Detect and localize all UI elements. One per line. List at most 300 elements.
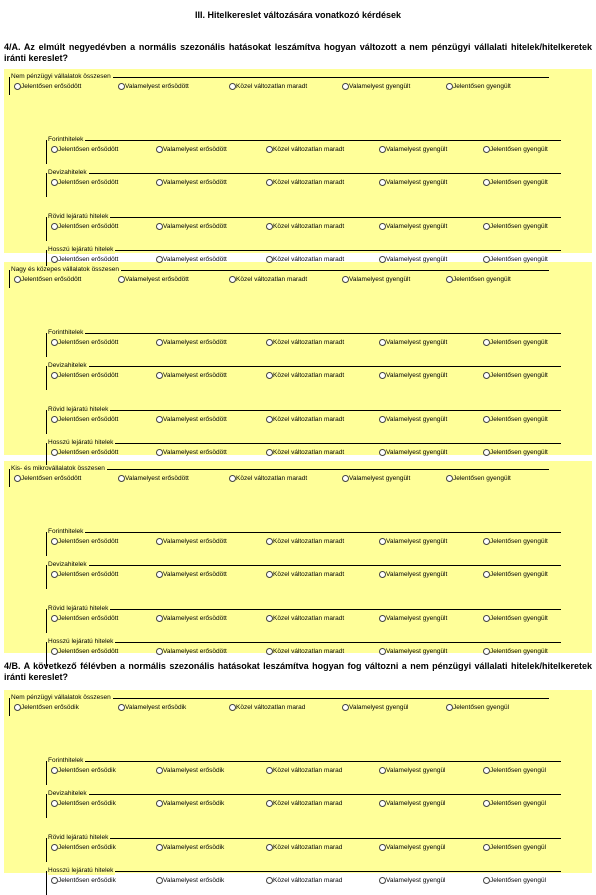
option-label: Jelentősen gyengült — [490, 571, 548, 578]
radio-option-sub-3-1[interactable] — [156, 256, 227, 264]
option-label: Közel változatlan maradt — [273, 538, 345, 545]
group-rule — [46, 565, 47, 589]
radio-button[interactable] — [118, 704, 125, 711]
option-label: Valamelyest gyengült — [386, 256, 448, 263]
option-label: Közel változatlan maradt — [273, 146, 345, 153]
option-label: Valamelyest erősödött — [163, 339, 227, 346]
radio-button[interactable] — [156, 416, 163, 423]
radio-option-sub-2-0[interactable] — [51, 615, 118, 623]
option-label: Közel változatlan maradt — [273, 223, 345, 230]
group-rule — [89, 794, 561, 795]
subgroup-label: Forinthitelek — [48, 528, 84, 535]
group-rule — [46, 333, 47, 357]
radio-option-sub-2-4[interactable] — [483, 844, 546, 852]
radio-option-sub-0-2[interactable] — [266, 538, 344, 546]
radio-button[interactable] — [266, 767, 273, 774]
radio-button[interactable] — [266, 256, 273, 263]
option-label: Jelentősen gyengül — [490, 767, 547, 774]
option-label: Jelentősen gyengül — [490, 877, 547, 884]
radio-button[interactable] — [266, 372, 273, 379]
radio-button[interactable] — [156, 538, 163, 545]
radio-button[interactable] — [266, 146, 273, 153]
radio-option-sub-0-2[interactable] — [266, 146, 344, 154]
radio-button[interactable] — [266, 648, 273, 655]
radio-button[interactable] — [51, 179, 58, 186]
radio-button[interactable] — [51, 767, 58, 774]
radio-button[interactable] — [266, 339, 273, 346]
radio-option-sub-2-0[interactable] — [51, 844, 116, 852]
radio-option-sub-3-3[interactable] — [379, 877, 446, 885]
radio-option-sub-2-3[interactable] — [379, 416, 447, 424]
option-label: Jelentősen gyengült — [490, 372, 548, 379]
radio-button[interactable] — [342, 475, 349, 482]
radio-option-sub-1-4[interactable] — [483, 800, 546, 808]
radio-option-sub-1-0[interactable] — [51, 179, 118, 187]
radio-option-sub-3-4[interactable] — [483, 877, 546, 885]
radio-button[interactable] — [266, 538, 273, 545]
radio-button[interactable] — [156, 223, 163, 230]
radio-option-sub-3-0[interactable] — [51, 648, 118, 656]
radio-option-sub-3-0[interactable] — [51, 449, 118, 457]
option-label: Közel változatlan marad — [273, 844, 343, 851]
radio-button[interactable] — [14, 475, 21, 482]
radio-option-sub-1-2[interactable] — [266, 179, 344, 187]
radio-button[interactable] — [229, 83, 236, 90]
option-label: Jelentősen erősödött — [21, 83, 82, 90]
option-label: Jelentősen gyengült — [490, 538, 548, 545]
radio-option-sub-1-1[interactable] — [156, 800, 224, 808]
radio-option-total-2[interactable] — [229, 276, 307, 284]
radio-button[interactable] — [229, 276, 236, 283]
radio-button[interactable] — [14, 276, 21, 283]
option-label: Jelentősen gyengül — [490, 800, 547, 807]
radio-option-sub-0-2[interactable] — [266, 339, 344, 347]
radio-button[interactable] — [229, 704, 236, 711]
option-label: Jelentősen erősödött — [58, 538, 119, 545]
radio-option-sub-2-2[interactable] — [266, 844, 342, 852]
option-label: Valamelyest erősödött — [163, 179, 227, 186]
radio-option-total-1[interactable] — [118, 276, 189, 284]
radio-option-sub-3-1[interactable] — [156, 877, 224, 885]
subgroup-label: Hosszú lejáratú hitelek — [48, 439, 114, 446]
option-label: Jelentősen erősödik — [58, 844, 116, 851]
radio-button[interactable] — [266, 179, 273, 186]
radio-option-total-2[interactable] — [229, 704, 305, 712]
radio-button[interactable] — [51, 449, 58, 456]
group-rule — [9, 270, 10, 288]
option-label: Jelentősen gyengült — [490, 449, 548, 456]
option-label: Jelentősen gyengül — [490, 844, 547, 851]
option-label: Jelentősen erősödött — [58, 339, 119, 346]
radio-option-sub-3-0[interactable] — [51, 256, 118, 264]
radio-option-sub-3-3[interactable] — [379, 256, 447, 264]
option-label: Valamelyest gyengül — [386, 844, 446, 851]
group-rule — [113, 77, 549, 78]
radio-button[interactable] — [118, 276, 125, 283]
radio-button[interactable] — [156, 844, 163, 851]
radio-button[interactable] — [379, 449, 386, 456]
radio-option-total-3[interactable] — [342, 83, 410, 91]
group-rule — [89, 173, 561, 174]
radio-option-sub-3-1[interactable] — [156, 648, 227, 656]
subgroup-label: Rövid lejáratú hitelek — [48, 605, 109, 612]
radio-button[interactable] — [51, 538, 58, 545]
radio-option-sub-3-0[interactable] — [51, 877, 116, 885]
radio-button[interactable] — [156, 256, 163, 263]
group-rule — [46, 140, 47, 164]
option-label: Jelentősen erősödött — [21, 276, 82, 283]
radio-option-sub-1-2[interactable] — [266, 372, 344, 380]
radio-option-sub-3-3[interactable] — [379, 648, 447, 656]
radio-option-sub-2-2[interactable] — [266, 416, 344, 424]
radio-button[interactable] — [483, 648, 490, 655]
radio-option-total-3[interactable] — [342, 704, 409, 712]
radio-button[interactable] — [379, 372, 386, 379]
option-label: Közel változatlan maradt — [236, 475, 308, 482]
option-label: Valamelyest erősödött — [163, 449, 227, 456]
radio-button[interactable] — [483, 416, 490, 423]
radio-button[interactable] — [156, 179, 163, 186]
radio-option-total-0[interactable] — [14, 83, 81, 91]
radio-button[interactable] — [51, 571, 58, 578]
radio-option-sub-2-3[interactable] — [379, 615, 447, 623]
radio-button[interactable] — [446, 83, 453, 90]
option-label: Valamelyest erősödött — [163, 648, 227, 655]
radio-button[interactable] — [156, 648, 163, 655]
radio-option-sub-1-3[interactable] — [379, 571, 447, 579]
radio-option-sub-3-2[interactable] — [266, 877, 342, 885]
option-label: Jelentősen erősödött — [58, 416, 119, 423]
radio-button[interactable] — [483, 146, 490, 153]
option-label: Közel változatlan maradt — [273, 615, 345, 622]
radio-option-sub-3-4[interactable] — [483, 648, 548, 656]
group-rule — [46, 410, 47, 434]
radio-button[interactable] — [483, 372, 490, 379]
group-rule — [110, 838, 561, 839]
radio-option-sub-0-1[interactable] — [156, 339, 227, 347]
radio-button[interactable] — [51, 648, 58, 655]
option-label: Jelentősen gyengült — [490, 648, 548, 655]
radio-option-sub-1-0[interactable] — [51, 372, 118, 380]
radio-option-sub-0-3[interactable] — [379, 767, 446, 775]
subgroup-label: Devizahitelek — [48, 169, 87, 176]
radio-option-sub-1-3[interactable] — [379, 372, 447, 380]
radio-button[interactable] — [483, 538, 490, 545]
subgroup-label: Devizahitelek — [48, 790, 87, 797]
radio-button[interactable] — [156, 615, 163, 622]
option-label: Jelentősen erősödött — [21, 475, 82, 482]
radio-button[interactable] — [446, 704, 453, 711]
option-label: Jelentősen gyengült — [490, 256, 548, 263]
option-label: Jelentősen gyengült — [490, 223, 548, 230]
radio-option-sub-0-3[interactable] — [379, 146, 447, 154]
option-label: Jelentősen gyengült — [490, 146, 548, 153]
radio-button[interactable] — [379, 800, 386, 807]
radio-button[interactable] — [156, 146, 163, 153]
option-label: Valamelyest erősödött — [163, 372, 227, 379]
radio-option-total-3[interactable] — [342, 475, 410, 483]
radio-option-sub-3-2[interactable] — [266, 648, 344, 656]
option-label: Valamelyest erősödött — [163, 416, 227, 423]
group-rule — [113, 698, 549, 699]
option-label: Közel változatlan maradt — [236, 83, 308, 90]
radio-option-sub-3-4[interactable] — [483, 449, 548, 457]
radio-option-total-1[interactable] — [118, 704, 186, 712]
radio-button[interactable] — [379, 179, 386, 186]
option-label: Valamelyest erősödött — [163, 256, 227, 263]
radio-option-sub-2-1[interactable] — [156, 844, 224, 852]
option-label: Valamelyest gyengült — [386, 538, 448, 545]
radio-button[interactable] — [379, 339, 386, 346]
radio-option-sub-0-1[interactable] — [156, 538, 227, 546]
group-rule — [46, 532, 47, 556]
radio-button[interactable] — [379, 223, 386, 230]
radio-button[interactable] — [446, 276, 453, 283]
radio-option-sub-1-1[interactable] — [156, 372, 227, 380]
group-rule — [9, 77, 10, 95]
option-label: Közel változatlan marad — [236, 704, 306, 711]
radio-option-sub-3-2[interactable] — [266, 449, 344, 457]
radio-button[interactable] — [379, 146, 386, 153]
option-label: Közel változatlan marad — [273, 877, 343, 884]
group-label: Kis- és mikrovállalatok összesen — [11, 465, 105, 472]
radio-button[interactable] — [379, 615, 386, 622]
radio-button[interactable] — [266, 844, 273, 851]
option-label: Jelentősen gyengült — [490, 339, 548, 346]
group-rule — [110, 217, 561, 218]
radio-option-total-0[interactable] — [14, 704, 79, 712]
radio-option-total-4[interactable] — [446, 83, 511, 91]
radio-button[interactable] — [483, 179, 490, 186]
option-label: Valamelyest erősödött — [163, 223, 227, 230]
radio-button[interactable] — [266, 571, 273, 578]
radio-button[interactable] — [266, 449, 273, 456]
question-4a: 4/A. Az elmúlt negyedévben a normális szezonális hatásokat leszámítva hogyan változott a nem pénzügyi vállalati hitelek/hitelkeretek iránti kereslet? — [4, 42, 592, 63]
radio-button[interactable] — [118, 475, 125, 482]
radio-button[interactable] — [51, 223, 58, 230]
radio-button[interactable] — [342, 704, 349, 711]
radio-option-sub-1-4[interactable] — [483, 372, 548, 380]
radio-option-sub-2-3[interactable] — [379, 844, 446, 852]
option-label: Közel változatlan maradt — [273, 648, 345, 655]
radio-option-sub-0-2[interactable] — [266, 767, 342, 775]
group-rule — [115, 443, 561, 444]
radio-button[interactable] — [379, 256, 386, 263]
radio-option-total-1[interactable] — [118, 475, 189, 483]
radio-option-sub-0-4[interactable] — [483, 538, 548, 546]
radio-option-sub-2-1[interactable] — [156, 416, 227, 424]
group-rule — [115, 871, 561, 872]
group-rule — [85, 333, 561, 334]
radio-option-total-0[interactable] — [14, 475, 81, 483]
radio-button[interactable] — [483, 339, 490, 346]
radio-button[interactable] — [156, 339, 163, 346]
radio-button[interactable] — [483, 223, 490, 230]
radio-option-sub-3-4[interactable] — [483, 256, 548, 264]
radio-option-sub-0-1[interactable] — [156, 767, 224, 775]
radio-button[interactable] — [51, 372, 58, 379]
group-rule — [107, 469, 549, 470]
radio-option-sub-0-4[interactable] — [483, 767, 546, 775]
radio-option-total-4[interactable] — [446, 475, 511, 483]
option-label: Jelentősen gyengült — [453, 276, 511, 283]
radio-button[interactable] — [379, 538, 386, 545]
radio-button[interactable] — [156, 767, 163, 774]
option-label: Jelentősen erősödött — [58, 223, 119, 230]
radio-button[interactable] — [342, 276, 349, 283]
radio-option-sub-0-0[interactable] — [51, 146, 118, 154]
option-label: Jelentősen gyengült — [453, 83, 511, 90]
radio-option-sub-0-0[interactable] — [51, 538, 118, 546]
radio-option-sub-1-4[interactable] — [483, 571, 548, 579]
radio-button[interactable] — [483, 615, 490, 622]
radio-button[interactable] — [483, 844, 490, 851]
radio-button[interactable] — [483, 800, 490, 807]
option-label: Valamelyest gyengült — [386, 372, 448, 379]
radio-option-sub-1-4[interactable] — [483, 179, 548, 187]
radio-option-sub-2-2[interactable] — [266, 223, 344, 231]
group-rule — [46, 366, 47, 390]
radio-button[interactable] — [51, 800, 58, 807]
group-rule — [115, 250, 561, 251]
radio-button[interactable] — [379, 648, 386, 655]
radio-option-total-2[interactable] — [229, 83, 307, 91]
radio-option-sub-2-4[interactable] — [483, 416, 548, 424]
radio-button[interactable] — [483, 256, 490, 263]
radio-button[interactable] — [51, 256, 58, 263]
radio-button[interactable] — [51, 146, 58, 153]
radio-option-sub-2-1[interactable] — [156, 223, 227, 231]
option-label: Jelentősen gyengült — [490, 179, 548, 186]
radio-button[interactable] — [266, 615, 273, 622]
group-rule — [89, 366, 561, 367]
radio-option-sub-2-4[interactable] — [483, 615, 548, 623]
subgroup-label: Forinthitelek — [48, 136, 84, 143]
radio-option-sub-0-0[interactable] — [51, 767, 116, 775]
radio-option-sub-2-0[interactable] — [51, 416, 118, 424]
radio-option-sub-3-1[interactable] — [156, 449, 227, 457]
subgroup-label: Hosszú lejáratú hitelek — [48, 867, 114, 874]
radio-button[interactable] — [342, 83, 349, 90]
option-label: Jelentősen gyengült — [490, 416, 548, 423]
radio-option-sub-1-3[interactable] — [379, 179, 447, 187]
radio-button[interactable] — [51, 615, 58, 622]
subgroup-label: Forinthitelek — [48, 329, 84, 336]
radio-option-total-0[interactable] — [14, 276, 81, 284]
radio-option-sub-0-0[interactable] — [51, 339, 118, 347]
option-label: Jelentősen erősödött — [58, 449, 119, 456]
group-rule — [46, 838, 47, 862]
option-label: Jelentősen erősödött — [58, 615, 119, 622]
subgroup-label: Rövid lejáratú hitelek — [48, 406, 109, 413]
option-label: Közel változatlan marad — [273, 800, 343, 807]
radio-button[interactable] — [51, 339, 58, 346]
group-rule — [85, 140, 561, 141]
option-label: Közel változatlan maradt — [273, 179, 345, 186]
radio-option-sub-3-2[interactable] — [266, 256, 344, 264]
radio-option-sub-2-4[interactable] — [483, 223, 548, 231]
option-label: Közel változatlan maradt — [273, 416, 345, 423]
radio-button[interactable] — [118, 83, 125, 90]
radio-button[interactable] — [379, 844, 386, 851]
radio-option-sub-0-1[interactable] — [156, 146, 227, 154]
radio-option-total-4[interactable] — [446, 276, 511, 284]
radio-button[interactable] — [51, 416, 58, 423]
radio-button[interactable] — [14, 704, 21, 711]
radio-button[interactable] — [51, 844, 58, 851]
subgroup-label: Rövid lejáratú hitelek — [48, 213, 109, 220]
radio-option-total-3[interactable] — [342, 276, 410, 284]
radio-option-sub-3-3[interactable] — [379, 449, 447, 457]
radio-button[interactable] — [14, 83, 21, 90]
option-label: Valamelyest erősödött — [125, 276, 189, 283]
option-label: Valamelyest gyengült — [386, 179, 448, 186]
radio-button[interactable] — [446, 475, 453, 482]
radio-option-sub-0-4[interactable] — [483, 339, 548, 347]
option-label: Közel változatlan marad — [273, 767, 343, 774]
radio-option-sub-1-0[interactable] — [51, 571, 118, 579]
radio-option-sub-2-3[interactable] — [379, 223, 447, 231]
option-label: Valamelyest gyengült — [386, 615, 448, 622]
group-rule — [46, 217, 47, 241]
radio-button[interactable] — [156, 571, 163, 578]
radio-button[interactable] — [266, 416, 273, 423]
radio-button[interactable] — [379, 767, 386, 774]
subgroup-label: Devizahitelek — [48, 561, 87, 568]
subgroup-label: Hosszú lejáratú hitelek — [48, 246, 114, 253]
radio-option-sub-0-3[interactable] — [379, 339, 447, 347]
option-label: Valamelyest gyengült — [386, 146, 448, 153]
radio-option-sub-2-2[interactable] — [266, 615, 344, 623]
radio-option-sub-2-0[interactable] — [51, 223, 118, 231]
group-rule — [89, 565, 561, 566]
group-rule — [9, 698, 10, 716]
radio-option-sub-2-1[interactable] — [156, 615, 227, 623]
radio-option-sub-1-3[interactable] — [379, 800, 446, 808]
radio-button[interactable] — [156, 372, 163, 379]
radio-option-total-4[interactable] — [446, 704, 509, 712]
radio-option-sub-1-1[interactable] — [156, 571, 227, 579]
option-label: Valamelyest gyengült — [349, 83, 411, 90]
radio-button[interactable] — [483, 449, 490, 456]
radio-button[interactable] — [483, 767, 490, 774]
group-rule — [46, 642, 47, 666]
radio-button[interactable] — [229, 475, 236, 482]
group-label: Nem pénzügyi vállalatok összesen — [11, 694, 111, 701]
radio-option-sub-0-4[interactable] — [483, 146, 548, 154]
question-4b: 4/B. A következő félévben a normális szezonális hatásokat leszámítva hogyan fog változni a nem pénzügyi vállalati hitelek/hitelkeretek iránti kereslet? — [4, 661, 592, 682]
radio-option-sub-1-2[interactable] — [266, 800, 342, 808]
radio-button[interactable] — [156, 449, 163, 456]
radio-option-sub-1-2[interactable] — [266, 571, 344, 579]
radio-option-sub-1-1[interactable] — [156, 179, 227, 187]
radio-button[interactable] — [156, 800, 163, 807]
option-label: Valamelyest erősödött — [163, 538, 227, 545]
radio-button[interactable] — [266, 223, 273, 230]
radio-button[interactable] — [379, 416, 386, 423]
radio-option-sub-0-3[interactable] — [379, 538, 447, 546]
radio-button[interactable] — [379, 571, 386, 578]
radio-option-total-2[interactable] — [229, 475, 307, 483]
radio-option-total-1[interactable] — [118, 83, 189, 91]
radio-button[interactable] — [483, 571, 490, 578]
radio-button[interactable] — [266, 800, 273, 807]
option-label: Valamelyest erősödik — [163, 800, 225, 807]
option-label: Valamelyest gyengült — [386, 223, 448, 230]
radio-option-sub-1-0[interactable] — [51, 800, 116, 808]
subgroup-label: Forinthitelek — [48, 757, 84, 764]
group-rule — [46, 761, 47, 785]
